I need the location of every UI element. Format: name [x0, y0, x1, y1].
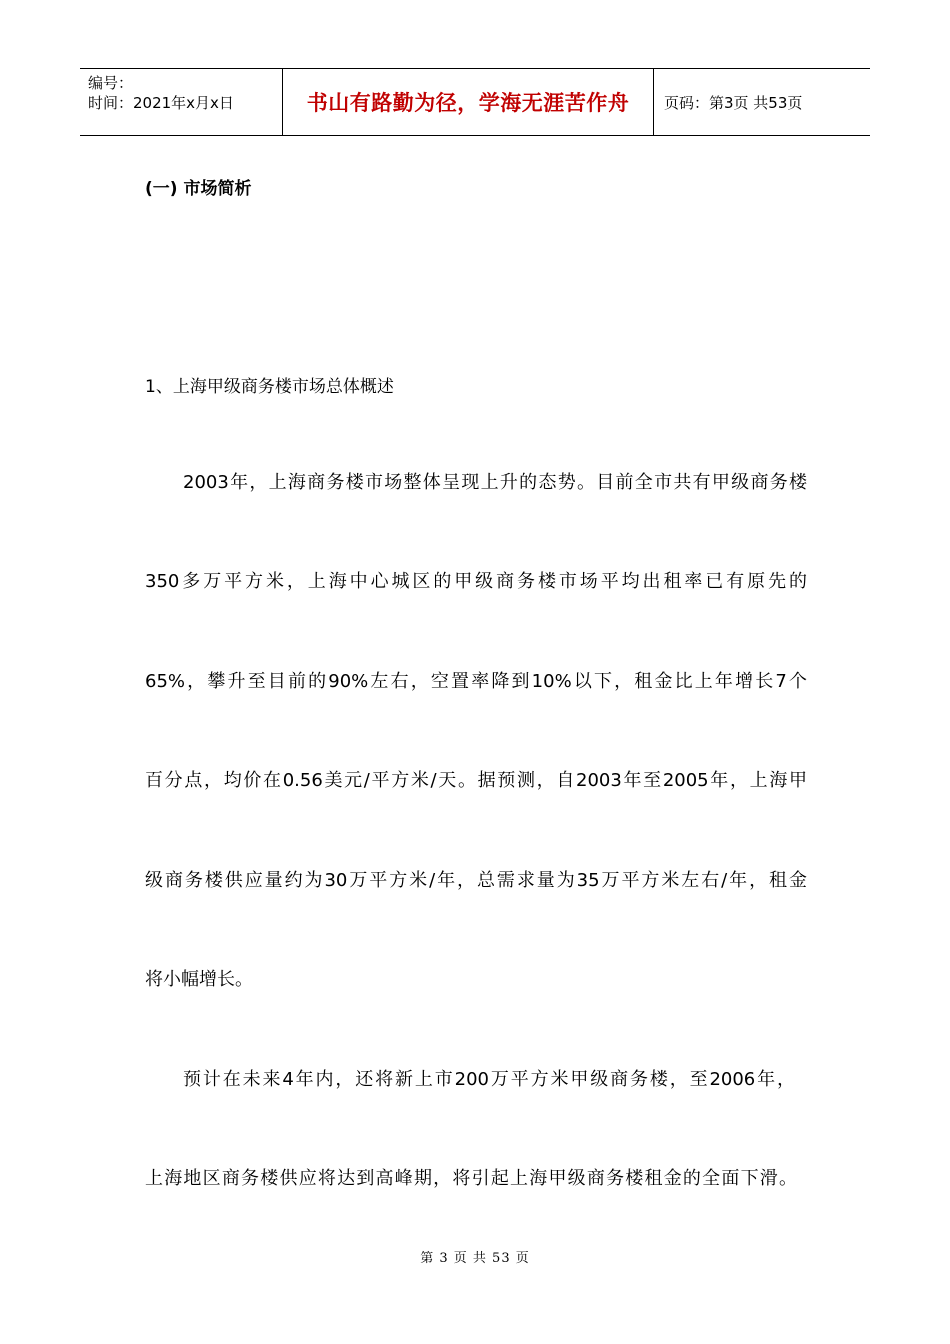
paragraph-line: 2003年，上海商务楼市场整体呈现上升的态势。目前全市共有甲级商务楼	[183, 472, 807, 493]
paragraph-line: 预计在未来4年内，还将新上市200万平方米甲级商务楼，至2006年，	[183, 1069, 795, 1090]
header-meta	[80, 69, 282, 135]
page-header	[80, 68, 870, 136]
header-page-number: 页码：第3页 共53页	[664, 93, 803, 112]
subheading: 1、上海甲级商务楼市场总体概述	[145, 377, 394, 397]
page-footer: 第 3 页 共 53 页	[420, 1251, 530, 1266]
paragraph-line: 65%，攀升至目前的90%左右，空置率降到10%以下，租金比上年增长7个	[145, 671, 807, 692]
document-number: 编号：	[88, 74, 134, 92]
paragraph-line: 百分点，均价在0.56美元/平方米/天。据预测，自2003年至2005年，上海甲	[145, 770, 807, 791]
header-motto: 书山有路勤为径，学海无涯苦作舟	[282, 69, 654, 135]
paragraph-line: 350多万平方米，上海中心城区的甲级商务楼市场平均出租率已有原先的	[145, 571, 807, 592]
section-title: (一) 市场简析	[145, 179, 252, 199]
paragraph-line: 上海地区商务楼供应将达到高峰期，将引起上海甲级商务楼租金的全面下滑。	[145, 1168, 797, 1189]
paragraph-line: 级商务楼供应量约为30万平方米/年，总需求量为35万平方米左右/年，租金	[145, 870, 807, 891]
paragraph-line: 将小幅增长。	[145, 969, 253, 990]
document-date: 时间：2021年x月x日	[88, 94, 234, 112]
